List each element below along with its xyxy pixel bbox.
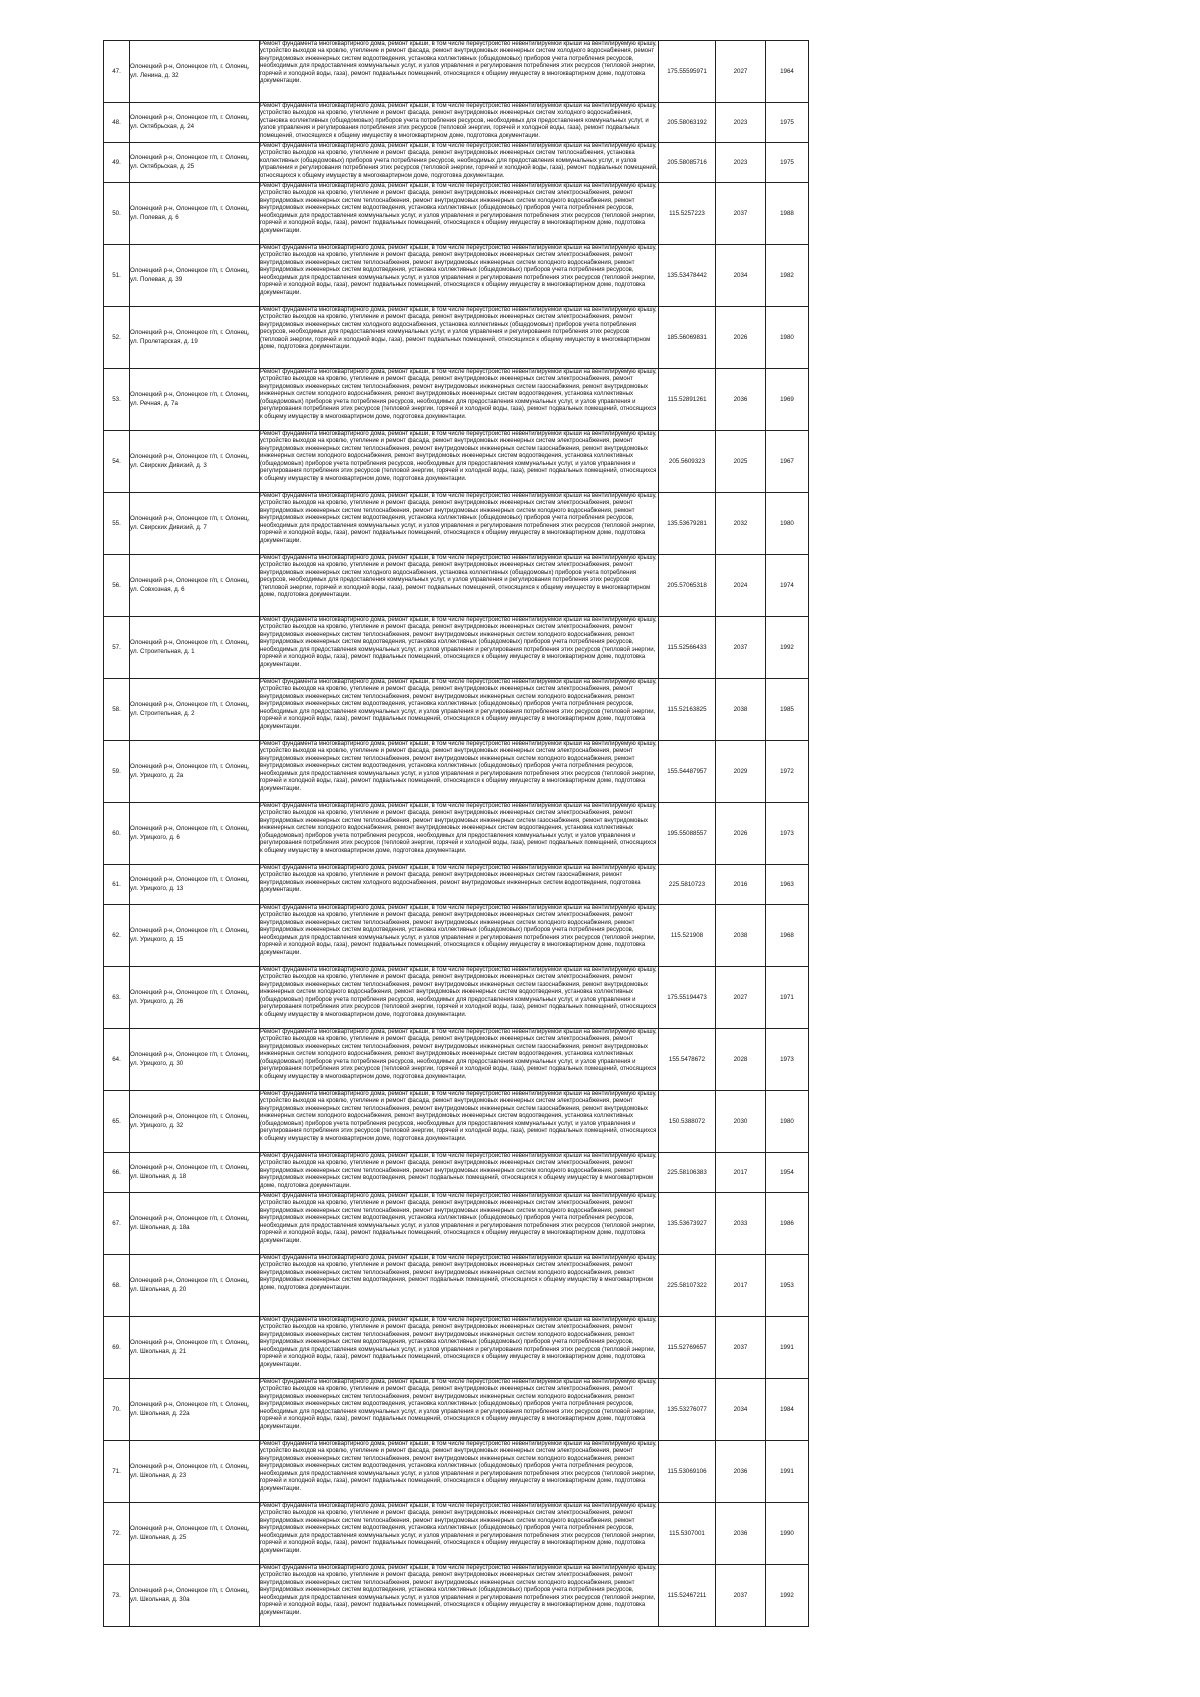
works-text: Ремонт фундамента многоквартирного дома, ремонт крыши, в том числе переустройство невентилируемой крыши на вентилируемую крышу, устройство выходов на кровлю, утепление и ремонт фасада, ремонт внутридомовых инженерных систем электроснабжения, ремонт внутридомовых инженерных систем теплоснабжения, ремонт внутридомовых инженерных систем газоснабжения, ремонт внутридомовых инженерных систем холодного водоснабжения, ремонт внутридомовых инженерных систем водоотведения, установка коллективных (общедомовых) приборов учета потребления ресурсов, необходимых для предоставления коммунальных услуг, и узлов управления и регулирования потребления этих ресурсов (тепловой энергии, горячей и холодной воды, газа), ремонт подвальных помещений, относящихся к общему имуществу в многоквартирном доме, подготовка документации.	[260, 431, 657, 482]
cost-cell: 205.58063192	[659, 103, 716, 143]
table-row	[104, 679, 809, 741]
cost-cell: 115.5257223	[659, 183, 716, 245]
construction-year-cell: 1985	[766, 679, 809, 741]
planned-year-cell: 2024	[716, 555, 766, 617]
cost-cell: 135.53276077	[659, 1379, 716, 1441]
row-number-cell: 53.	[104, 369, 130, 431]
works-description-cell	[260, 143, 659, 183]
planned-year-cell: 2023	[716, 103, 766, 143]
cost-cell: 155.54487957	[659, 741, 716, 803]
cost-cell: 115.52891261	[659, 369, 716, 431]
construction-year-cell: 1968	[766, 905, 809, 967]
planned-year-cell: 2016	[716, 865, 766, 905]
planned-year-cell: 2023	[716, 143, 766, 183]
construction-year-cell: 1986	[766, 1193, 809, 1255]
row-number-cell: 49.	[104, 143, 130, 183]
table-row	[104, 369, 809, 431]
works-text: Ремонт фундамента многоквартирного дома, ремонт крыши, в том числе переустройство невентилируемой крыши на вентилируемую крышу, устройство выходов на кровлю, утепление и ремонт фасада, ремонт внутридомовых инженерных систем электроснабжения, ремонт внутридомовых инженерных систем теплоснабжения, ремонт внутридомовых инженерных систем холодного водоснабжения, ремонт внутридомовых инженерных систем водоотведения, установка коллективных (общедомовых) приборов учета потребления ресурсов, необходимых для предоставления коммунальных услуг, и узлов управления и регулирования потребления этих ресурсов (тепловой энергии, горячей и холодной воды, газа), ремонт подвальных помещений, относящихся к общему имуществу в многоквартирном доме, подготовка документации.	[260, 741, 657, 792]
table-row	[104, 143, 809, 183]
address-cell: Олонецкий р-н, Олонецкое г/п, г. Олонец, ул. Школьная, д. 22а	[130, 1379, 260, 1441]
works-text: Ремонт фундамента многоквартирного дома, ремонт крыши, в том числе переустройство невентилируемой крыши на вентилируемую крышу, устройство выходов на кровлю, утепление и ремонт фасада, ремонт внутридомовых инженерных систем электроснабжения, ремонт внутридомовых инженерных систем теплоснабжения, ремонт внутридомовых инженерных систем газоснабжения, ремонт внутридомовых инженерных систем холодного водоснабжения, ремонт внутридомовых инженерных систем водоотведения, установка коллективных (общедомовых) приборов учета потребления ресурсов, необходимых для предоставления коммунальных услуг, и узлов управления и регулирования потребления этих ресурсов (тепловой энергии, горячей и холодной воды, газа), ремонт подвальных помещений, относящихся к общему имуществу в многоквартирном доме, подготовка документации.	[260, 1029, 657, 1080]
table-row	[104, 1153, 809, 1193]
table-row	[104, 41, 809, 103]
cost-cell: 135.53673927	[659, 1193, 716, 1255]
works-text: Ремонт фундамента многоквартирного дома, ремонт крыши, в том числе переустройство невентилируемой крыши на вентилируемую крышу, устройство выходов на кровлю, утепление и ремонт фасада, ремонт внутридомовых инженерных систем электроснабжения, ремонт внутридомовых инженерных систем теплоснабжения, ремонт внутридомовых инженерных систем холодного водоснабжения, ремонт внутридомовых инженерных систем водоотведения, установка коллективных (общедомовых) приборов учета потребления ресурсов, необходимых для предоставления коммунальных услуг, и узлов управления и регулирования потребления этих ресурсов (тепловой энергии, горячей и холодной воды, газа), ремонт подвальных помещений, относящихся к общему имуществу в многоквартирном доме, подготовка документации.	[260, 1503, 657, 1554]
planned-year-cell: 2033	[716, 1193, 766, 1255]
address-cell: Олонецкий р-н, Олонецкое г/п, г. Олонец, ул. Урицкого, д. 13	[130, 865, 260, 905]
address-cell: Олонецкий р-н, Олонецкое г/п, г. Олонец, ул. Строительная, д. 1	[130, 617, 260, 679]
row-number-cell: 60.	[104, 803, 130, 865]
construction-year-cell: 1980	[766, 1091, 809, 1153]
cost-cell: 115.52566433	[659, 617, 716, 679]
works-text: Ремонт фундамента многоквартирного дома, ремонт крыши, в том числе переустройство невентилируемой крыши на вентилируемую крышу, устройство выходов на кровлю, утепление и ремонт фасада, ремонт внутридомовых инженерных систем газоснабжения, ремонт внутридомовых инженерных систем холодного водоснабжения, ремонт внутридомовых инженерных систем водоотведения, подготовка документации.	[260, 865, 657, 894]
row-number-cell: 47.	[104, 41, 130, 103]
construction-year-cell: 1975	[766, 103, 809, 143]
address-cell: Олонецкий р-н, Олонецкое г/п, г. Олонец, ул. Урицкого, д. 2а	[130, 741, 260, 803]
works-description-cell	[260, 1255, 659, 1317]
address-cell: Олонецкий р-н, Олонецкое г/п, г. Олонец, ул. Полевая, д. 39	[130, 245, 260, 307]
works-text: Ремонт фундамента многоквартирного дома, ремонт крыши, в том числе переустройство невентилируемой крыши на вентилируемую крышу, устройство выходов на кровлю, утепление и ремонт фасада, ремонт внутридомовых инженерных систем теплоснабжения, установка коллективных (общедомовых) приборов учета потребления ресурсов, необходимых для предоставления коммунальных услуг, и узлов управления и регулирования потребления этих ресурсов (тепловой энергии, горячей и холодной воды, газа), ремонт подвальных помещений, относящихся к общему имуществу в многоквартирном доме, подготовка документации.	[260, 143, 658, 179]
row-number-cell: 58.	[104, 679, 130, 741]
works-description-cell	[260, 307, 659, 369]
repair-program-table	[103, 40, 809, 1627]
construction-year-cell: 1974	[766, 555, 809, 617]
row-number-cell: 56.	[104, 555, 130, 617]
works-description-cell	[260, 741, 659, 803]
works-text: Ремонт фундамента многоквартирного дома, ремонт крыши, в том числе переустройство невентилируемой крыши на вентилируемую крышу, устройство выходов на кровлю, утепление и ремонт фасада, ремонт внутридомовых инженерных систем электроснабжения, ремонт внутридомовых инженерных систем холодного водоснабжения, установка коллективных (общедомовых) приборов учета потребления ресурсов, необходимых для предоставления коммунальных услуг, и узлов управления и регулирования потребления этих ресурсов (тепловой энергии, горячей и холодной воды, газа), ремонт подвальных помещений, относящихся к общему имуществу в многоквартирном доме, подготовка документации.	[260, 307, 657, 351]
cost-cell: 225.58107322	[659, 1255, 716, 1317]
construction-year-cell: 1967	[766, 431, 809, 493]
row-number-cell: 72.	[104, 1503, 130, 1565]
works-text: Ремонт фундамента многоквартирного дома, ремонт крыши, в том числе переустройство невентилируемой крыши на вентилируемую крышу, устройство выходов на кровлю, утепление и ремонт фасада, ремонт внутридомовых инженерных систем электроснабжения, ремонт внутридомовых инженерных систем теплоснабжения, ремонт внутридомовых инженерных систем холодного водоснабжения, ремонт внутридомовых инженерных систем водоотведения, установка коллективных (общедомовых) приборов учета потребления ресурсов, необходимых для предоставления коммунальных услуг, и узлов управления и регулирования потребления этих ресурсов (тепловой энергии, горячей и холодной воды, газа), ремонт подвальных помещений, относящихся к общему имуществу в многоквартирном доме, подготовка документации.	[260, 1565, 657, 1616]
works-description-cell	[260, 369, 659, 431]
row-number-cell: 61.	[104, 865, 130, 905]
address-cell: Олонецкий р-н, Олонецкое г/п, г. Олонец, ул. Школьная, д. 18	[130, 1153, 260, 1193]
table-row	[104, 865, 809, 905]
works-description-cell	[260, 1029, 659, 1091]
address-cell: Олонецкий р-н, Олонецкое г/п, г. Олонец, ул. Совхозная, д. 6	[130, 555, 260, 617]
table-row	[104, 245, 809, 307]
table-body	[104, 41, 809, 1627]
cost-cell: 185.56069831	[659, 307, 716, 369]
works-description-cell	[260, 493, 659, 555]
cost-cell: 225.58106383	[659, 1153, 716, 1193]
address-cell: Олонецкий р-н, Олонецкое г/п, г. Олонец, ул. Школьная, д. 23	[130, 1441, 260, 1503]
cost-cell: 115.53069106	[659, 1441, 716, 1503]
table-row	[104, 103, 809, 143]
works-text: Ремонт фундамента многоквартирного дома, ремонт крыши, в том числе переустройство невентилируемой крыши на вентилируемую крышу, устройство выходов на кровлю, утепление и ремонт фасада, ремонт внутридомовых инженерных систем электроснабжения, ремонт внутридомовых инженерных систем теплоснабжения, ремонт внутридомовых инженерных систем холодного водоснабжения, ремонт внутридомовых инженерных систем водоотведения, ремонт подвальных помещений, относящихся к общему имуществу в многоквартирном доме, подготовка документации.	[260, 1255, 657, 1291]
construction-year-cell: 1971	[766, 967, 809, 1029]
works-description-cell	[260, 555, 659, 617]
address-cell: Олонецкий р-н, Олонецкое г/п, г. Олонец, ул. Урицкого, д. 6	[130, 803, 260, 865]
construction-year-cell: 1973	[766, 803, 809, 865]
construction-year-cell: 1992	[766, 1565, 809, 1627]
construction-year-cell: 1963	[766, 865, 809, 905]
table-row	[104, 555, 809, 617]
row-number-cell: 70.	[104, 1379, 130, 1441]
construction-year-cell: 1980	[766, 307, 809, 369]
works-description-cell	[260, 103, 659, 143]
row-number-cell: 55.	[104, 493, 130, 555]
cost-cell: 115.52163825	[659, 679, 716, 741]
cost-cell: 115.52769657	[659, 1317, 716, 1379]
planned-year-cell: 2026	[716, 307, 766, 369]
row-number-cell: 52.	[104, 307, 130, 369]
address-cell: Олонецкий р-н, Олонецкое г/п, г. Олонец, ул. Урицкого, д. 30	[130, 1029, 260, 1091]
works-description-cell	[260, 183, 659, 245]
construction-year-cell: 1982	[766, 245, 809, 307]
planned-year-cell: 2037	[716, 183, 766, 245]
construction-year-cell: 1972	[766, 741, 809, 803]
cost-cell: 135.53679281	[659, 493, 716, 555]
table-row	[104, 617, 809, 679]
works-text: Ремонт фундамента многоквартирного дома, ремонт крыши, в том числе переустройство невентилируемой крыши на вентилируемую крышу, устройство выходов на кровлю, утепление и ремонт фасада, ремонт внутридомовых инженерных систем электроснабжения, ремонт внутридомовых инженерных систем теплоснабжения, ремонт внутридомовых инженерных систем холодного водоснабжения, ремонт внутридомовых инженерных систем водоотведения, установка коллективных (общедомовых) приборов учета потребления ресурсов, необходимых для предоставления коммунальных услуг, и узлов управления и регулирования потребления этих ресурсов (тепловой энергии, горячей и холодной воды, газа), ремонт подвальных помещений, относящихся к общему имуществу в многоквартирном доме, подготовка документации.	[260, 1441, 657, 1492]
cost-cell: 115.5307001	[659, 1503, 716, 1565]
cost-cell: 115.52467211	[659, 1565, 716, 1627]
address-cell: Олонецкий р-н, Олонецкое г/п, г. Олонец, ул. Свирских Дивизий, д. 7	[130, 493, 260, 555]
table-row	[104, 1503, 809, 1565]
row-number-cell: 67.	[104, 1193, 130, 1255]
table-row	[104, 1193, 809, 1255]
construction-year-cell: 1975	[766, 143, 809, 183]
address-cell: Олонецкий р-н, Олонецкое г/п, г. Олонец, ул. Свирских Дивизий, д. 3	[130, 431, 260, 493]
row-number-cell: 71.	[104, 1441, 130, 1503]
construction-year-cell: 1991	[766, 1317, 809, 1379]
works-description-cell	[260, 1379, 659, 1441]
address-cell: Олонецкий р-н, Олонецкое г/п, г. Олонец, ул. Школьная, д. 18а	[130, 1193, 260, 1255]
works-text: Ремонт фундамента многоквартирного дома, ремонт крыши, в том числе переустройство невентилируемой крыши на вентилируемую крышу, устройство выходов на кровлю, утепление и ремонт фасада, ремонт внутридомовых инженерных систем электроснабжения, ремонт внутридомовых инженерных систем теплоснабжения, ремонт внутридомовых инженерных систем холодного водоснабжения, ремонт внутридомовых инженерных систем водоотведения, установка коллективных (общедомовых) приборов учета потребления ресурсов, необходимых для предоставления коммунальных услуг, и узлов управления и регулирования потребления этих ресурсов (тепловой энергии, горячей и холодной воды, газа), ремонт подвальных помещений, относящихся к общему имуществу в многоквартирном доме, подготовка документации.	[260, 183, 657, 234]
address-cell: Олонецкий р-н, Олонецкое г/п, г. Олонец, ул. Ленина, д. 32	[130, 41, 260, 103]
works-text: Ремонт фундамента многоквартирного дома, ремонт крыши, в том числе переустройство невентилируемой крыши на вентилируемую крышу, устройство выходов на кровлю, утепление и ремонт фасада, ремонт внутридомовых инженерных систем холодного водоснабжения, установка коллективных (общедомовых) приборов учета потребления ресурсов, необходимых для предоставления коммунальных услуг, и узлов управления и регулирования потребления этих ресурсов (тепловой энергии, горячей и холодной воды, газа), ремонт подвальных помещений, относящихся к общему имуществу в многоквартирном доме, подготовка документации.	[260, 103, 657, 139]
table-row	[104, 1255, 809, 1317]
address-cell: Олонецкий р-н, Олонецкое г/п, г. Олонец, ул. Строительная, д. 2	[130, 679, 260, 741]
table-row	[104, 183, 809, 245]
address-cell: Олонецкий р-н, Олонецкое г/п, г. Олонец, ул. Полевая, д. 6	[130, 183, 260, 245]
planned-year-cell: 2017	[716, 1153, 766, 1193]
address-cell: Олонецкий р-н, Олонецкое г/п, г. Олонец, ул. Школьная, д. 21	[130, 1317, 260, 1379]
table-row	[104, 431, 809, 493]
planned-year-cell: 2026	[716, 803, 766, 865]
row-number-cell: 64.	[104, 1029, 130, 1091]
address-cell: Олонецкий р-н, Олонецкое г/п, г. Олонец, ул. Урицкого, д. 15	[130, 905, 260, 967]
construction-year-cell: 1990	[766, 1503, 809, 1565]
address-cell: Олонецкий р-н, Олонецкое г/п, г. Олонец, ул. Школьная, д. 30а	[130, 1565, 260, 1627]
works-description-cell	[260, 1317, 659, 1379]
works-text: Ремонт фундамента многоквартирного дома, ремонт крыши, в том числе переустройство невентилируемой крыши на вентилируемую крышу, устройство выходов на кровлю, утепление и ремонт фасада, ремонт внутридомовых инженерных систем электроснабжения, ремонт внутридомовых инженерных систем теплоснабжения, ремонт внутридомовых инженерных систем холодного водоснабжения, ремонт внутридомовых инженерных систем водоотведения, установка коллективных (общедомовых) приборов учета потребления ресурсов, необходимых для предоставления коммунальных услуг, и узлов управления и регулирования потребления этих ресурсов (тепловой энергии, горячей и холодной воды, газа), ремонт подвальных помещений, относящихся к общему имуществу в многоквартирном доме, подготовка документации.	[260, 679, 657, 730]
cost-cell: 205.58085716	[659, 143, 716, 183]
works-description-cell	[260, 1091, 659, 1153]
table-row	[104, 1091, 809, 1153]
works-description-cell	[260, 431, 659, 493]
construction-year-cell: 1984	[766, 1379, 809, 1441]
works-description-cell	[260, 245, 659, 307]
table-row	[104, 1317, 809, 1379]
works-text: Ремонт фундамента многоквартирного дома, ремонт крыши, в том числе переустройство невентилируемой крыши на вентилируемую крышу, устройство выходов на кровлю, утепление и ремонт фасада, ремонт внутридомовых инженерных систем электроснабжения, ремонт внутридомовых инженерных систем теплоснабжения, ремонт внутридомовых инженерных систем холодного водоснабжения, ремонт внутридомовых инженерных систем водоотведения, установка коллективных (общедомовых) приборов учета потребления ресурсов, необходимых для предоставления коммунальных услуг, и узлов управления и регулирования потребления этих ресурсов (тепловой энергии, горячей и холодной воды, газа), ремонт подвальных помещений, относящихся к общему имуществу в многоквартирном доме, подготовка документации.	[260, 493, 657, 544]
address-cell: Олонецкий р-н, Олонецкое г/п, г. Олонец, ул. Урицкого, д. 32	[130, 1091, 260, 1153]
row-number-cell: 51.	[104, 245, 130, 307]
address-cell: Олонецкий р-н, Олонецкое г/п, г. Олонец, ул. Урицкого, д. 26	[130, 967, 260, 1029]
cost-cell: 225.5810723	[659, 865, 716, 905]
works-text: Ремонт фундамента многоквартирного дома, ремонт крыши, в том числе переустройство невентилируемой крыши на вентилируемую крышу, устройство выходов на кровлю, утепление и ремонт фасада, ремонт внутридомовых инженерных систем электроснабжения, ремонт внутридомовых инженерных систем теплоснабжения, ремонт внутридомовых инженерных систем газоснабжения, ремонт внутридомовых инженерных систем холодного водоснабжения, ремонт внутридомовых инженерных систем водоотведения, установка коллективных (общедомовых) приборов учета потребления ресурсов, необходимых для предоставления коммунальных услуг, и узлов управления и регулирования потребления этих ресурсов (тепловой энергии, горячей и холодной воды, газа), ремонт подвальных помещений, относящихся к общему имуществу в многоквартирном доме, подготовка документации.	[260, 967, 657, 1018]
table-row	[104, 905, 809, 967]
planned-year-cell: 2027	[716, 41, 766, 103]
address-cell: Олонецкий р-н, Олонецкое г/п, г. Олонец, ул. Школьная, д. 25	[130, 1503, 260, 1565]
planned-year-cell: 2034	[716, 245, 766, 307]
construction-year-cell: 1973	[766, 1029, 809, 1091]
planned-year-cell: 2036	[716, 1503, 766, 1565]
planned-year-cell: 2037	[716, 617, 766, 679]
address-cell: Олонецкий р-н, Олонецкое г/п, г. Олонец, ул. Пролетарская, д. 19	[130, 307, 260, 369]
cost-cell: 205.57065318	[659, 555, 716, 617]
works-text: Ремонт фундамента многоквартирного дома, ремонт крыши, в том числе переустройство невентилируемой крыши на вентилируемую крышу, устройство выходов на кровлю, утепление и ремонт фасада, ремонт внутридомовых инженерных систем электроснабжения, ремонт внутридомовых инженерных систем теплоснабжения, ремонт внутридомовых инженерных систем газоснабжения, ремонт внутридомовых инженерных систем холодного водоснабжения, ремонт внутридомовых инженерных систем водоотведения, установка коллективных (общедомовых) приборов учета потребления ресурсов, необходимых для предоставления коммунальных услуг, и узлов управления и регулирования потребления этих ресурсов (тепловой энергии, горячей и холодной воды, газа), ремонт подвальных помещений, относящихся к общему имуществу в многоквартирном доме, подготовка документации.	[260, 803, 657, 854]
row-number-cell: 62.	[104, 905, 130, 967]
works-description-cell	[260, 1565, 659, 1627]
cost-cell: 150.5388072	[659, 1091, 716, 1153]
works-description-cell	[260, 905, 659, 967]
works-text: Ремонт фундамента многоквартирного дома, ремонт крыши, в том числе переустройство невентилируемой крыши на вентилируемую крышу, устройство выходов на кровлю, утепление и ремонт фасада, ремонт внутридомовых инженерных систем электроснабжения, ремонт внутридомовых инженерных систем теплоснабжения, ремонт внутридомовых инженерных систем газоснабжения, ремонт внутридомовых инженерных систем холодного водоснабжения, ремонт внутридомовых инженерных систем водоотведения, установка коллективных (общедомовых) приборов учета потребления ресурсов, необходимых для предоставления коммунальных услуг, и узлов управления и регулирования потребления этих ресурсов (тепловой энергии, горячей и холодной воды, газа), ремонт подвальных помещений, относящихся к общему имуществу в многоквартирном доме, подготовка документации.	[260, 369, 657, 420]
planned-year-cell: 2038	[716, 905, 766, 967]
works-text: Ремонт фундамента многоквартирного дома, ремонт крыши, в том числе переустройство невентилируемой крыши на вентилируемую крышу, устройство выходов на кровлю, утепление и ремонт фасада, ремонт внутридомовых инженерных систем электроснабжения, ремонт внутридомовых инженерных систем теплоснабжения, ремонт внутридомовых инженерных систем холодного водоснабжения, ремонт внутридомовых инженерных систем водоотведения, установка коллективных (общедомовых) приборов учета потребления ресурсов, необходимых для предоставления коммунальных услуг, и узлов управления и регулирования потребления этих ресурсов (тепловой энергии, горячей и холодной воды, газа), ремонт подвальных помещений, относящихся к общему имуществу в многоквартирном доме, подготовка документации.	[260, 1317, 657, 1368]
table-row	[104, 741, 809, 803]
address-cell: Олонецкий р-н, Олонецкое г/п, г. Олонец, ул. Октябрьская, д. 25	[130, 143, 260, 183]
cost-cell: 175.55595971	[659, 41, 716, 103]
works-text: Ремонт фундамента многоквартирного дома, ремонт крыши, в том числе переустройство невентилируемой крыши на вентилируемую крышу, устройство выходов на кровлю, утепление и ремонт фасада, ремонт внутридомовых инженерных систем электроснабжения, ремонт внутридомовых инженерных систем теплоснабжения, ремонт внутридомовых инженерных систем холодного водоснабжения, ремонт внутридомовых инженерных систем водоотведения, установка коллективных (общедомовых) приборов учета потребления ресурсов, необходимых для предоставления коммунальных услуг, и узлов управления и регулирования потребления этих ресурсов (тепловой энергии, горячей и холодной воды, газа), ремонт подвальных помещений, относящихся к общему имуществу в многоквартирном доме, подготовка документации.	[260, 1193, 657, 1244]
table-row	[104, 803, 809, 865]
row-number-cell: 54.	[104, 431, 130, 493]
row-number-cell: 57.	[104, 617, 130, 679]
construction-year-cell: 1954	[766, 1153, 809, 1193]
cost-cell: 115.521908	[659, 905, 716, 967]
construction-year-cell: 1992	[766, 617, 809, 679]
planned-year-cell: 2025	[716, 431, 766, 493]
planned-year-cell: 2037	[716, 1565, 766, 1627]
works-text: Ремонт фундамента многоквартирного дома, ремонт крыши, в том числе переустройство невентилируемой крыши на вентилируемую крышу, устройство выходов на кровлю, утепление и ремонт фасада, ремонт внутридомовых инженерных систем электроснабжения, ремонт внутридомовых инженерных систем теплоснабжения, ремонт внутридомовых инженерных систем холодного водоснабжения, ремонт внутридомовых инженерных систем водоотведения, установка коллективных (общедомовых) приборов учета потребления ресурсов, необходимых для предоставления коммунальных услуг, и узлов управления и регулирования потребления этих ресурсов (тепловой энергии, горячей и холодной воды, газа), ремонт подвальных помещений, относящихся к общему имуществу в многоквартирном доме, подготовка документации.	[260, 905, 657, 956]
table-row	[104, 1029, 809, 1091]
planned-year-cell: 2029	[716, 741, 766, 803]
planned-year-cell: 2034	[716, 1379, 766, 1441]
works-description-cell	[260, 865, 659, 905]
works-description-cell	[260, 1441, 659, 1503]
construction-year-cell: 1953	[766, 1255, 809, 1317]
cost-cell: 195.55088557	[659, 803, 716, 865]
planned-year-cell: 2036	[716, 369, 766, 431]
cost-cell: 135.53478442	[659, 245, 716, 307]
table-row	[104, 1379, 809, 1441]
planned-year-cell: 2036	[716, 1441, 766, 1503]
planned-year-cell: 2017	[716, 1255, 766, 1317]
construction-year-cell: 1969	[766, 369, 809, 431]
cost-cell: 155.5478672	[659, 1029, 716, 1091]
table-row	[104, 307, 809, 369]
works-description-cell	[260, 41, 659, 103]
table-row	[104, 1565, 809, 1627]
cost-cell: 175.55194473	[659, 967, 716, 1029]
works-text: Ремонт фундамента многоквартирного дома, ремонт крыши, в том числе переустройство невентилируемой крыши на вентилируемую крышу, устройство выходов на кровлю, утепление и ремонт фасада, ремонт внутридомовых инженерных систем электроснабжения, ремонт внутридомовых инженерных систем теплоснабжения, ремонт внутридомовых инженерных систем холодного водоснабжения, ремонт внутридомовых инженерных систем водоотведения, установка коллективных (общедомовых) приборов учета потребления ресурсов, необходимых для предоставления коммунальных услуг, и узлов управления и регулирования потребления этих ресурсов (тепловой энергии, горячей и холодной воды, газа), ремонт подвальных помещений, относящихся к общему имуществу в многоквартирном доме, подготовка документации.	[260, 245, 657, 296]
construction-year-cell: 1980	[766, 493, 809, 555]
works-text: Ремонт фундамента многоквартирного дома, ремонт крыши, в том числе переустройство невентилируемой крыши на вентилируемую крышу, устройство выходов на кровлю, утепление и ремонт фасада, ремонт внутридомовых инженерных систем холодного водоснабжения, ремонт внутридомовых инженерных систем водоотведения, установка коллективных (общедомовых) приборов учета потребления ресурсов, необходимых для предоставления коммунальных услуг, и узлов управления и регулирования потребления этих ресурсов (тепловой энергии, горячей и холодной воды, газа), ремонт подвальных помещений, относящихся к общему имуществу в многоквартирном доме, подготовка документации.	[260, 41, 657, 85]
table-row	[104, 1441, 809, 1503]
works-description-cell	[260, 803, 659, 865]
works-description-cell	[260, 1153, 659, 1193]
row-number-cell: 65.	[104, 1091, 130, 1153]
works-description-cell	[260, 1503, 659, 1565]
works-description-cell	[260, 967, 659, 1029]
row-number-cell: 63.	[104, 967, 130, 1029]
planned-year-cell: 2030	[716, 1091, 766, 1153]
works-text: Ремонт фундамента многоквартирного дома, ремонт крыши, в том числе переустройство невентилируемой крыши на вентилируемую крышу, устройство выходов на кровлю, утепление и ремонт фасада, ремонт внутридомовых инженерных систем электроснабжения, ремонт внутридомовых инженерных систем теплоснабжения, ремонт внутридомовых инженерных систем холодного водоснабжения, ремонт внутридомовых инженерных систем водоотведения, установка коллективных (общедомовых) приборов учета потребления ресурсов, необходимых для предоставления коммунальных услуг, и узлов управления и регулирования потребления этих ресурсов (тепловой энергии, горячей и холодной воды, газа), ремонт подвальных помещений, относящихся к общему имуществу в многоквартирном доме, подготовка документации.	[260, 1379, 657, 1430]
table-row	[104, 493, 809, 555]
construction-year-cell: 1964	[766, 41, 809, 103]
works-text: Ремонт фундамента многоквартирного дома, ремонт крыши, в том числе переустройство невентилируемой крыши на вентилируемую крышу, устройство выходов на кровлю, утепление и ремонт фасада, ремонт внутридомовых инженерных систем электроснабжения, ремонт внутридомовых инженерных систем теплоснабжения, ремонт внутридомовых инженерных систем холодного водоснабжения, ремонт внутридомовых инженерных систем водоотведения, ремонт подвальных помещений, относящихся к общему имуществу в многоквартирном доме, подготовка документации.	[260, 1153, 657, 1189]
cost-cell: 205.5609323	[659, 431, 716, 493]
row-number-cell: 68.	[104, 1255, 130, 1317]
construction-year-cell: 1991	[766, 1441, 809, 1503]
row-number-cell: 66.	[104, 1153, 130, 1193]
row-number-cell: 50.	[104, 183, 130, 245]
construction-year-cell: 1988	[766, 183, 809, 245]
works-text: Ремонт фундамента многоквартирного дома, ремонт крыши, в том числе переустройство невентилируемой крыши на вентилируемую крышу, устройство выходов на кровлю, утепление и ремонт фасада, ремонт внутридомовых инженерных систем электроснабжения, ремонт внутридомовых инженерных систем теплоснабжения, ремонт внутридомовых инженерных систем газоснабжения, ремонт внутридомовых инженерных систем холодного водоснабжения, ремонт внутридомовых инженерных систем водоотведения, установка коллективных (общедомовых) приборов учета потребления ресурсов, необходимых для предоставления коммунальных услуг, и узлов управления и регулирования потребления этих ресурсов (тепловой энергии, горячей и холодной воды, газа), ремонт подвальных помещений, относящихся к общему имуществу в многоквартирном доме, подготовка документации.	[260, 1091, 657, 1142]
planned-year-cell: 2028	[716, 1029, 766, 1091]
works-description-cell	[260, 1193, 659, 1255]
row-number-cell: 59.	[104, 741, 130, 803]
planned-year-cell: 2027	[716, 967, 766, 1029]
works-description-cell	[260, 679, 659, 741]
address-cell: Олонецкий р-н, Олонецкое г/п, г. Олонец, ул. Речная, д. 7а	[130, 369, 260, 431]
works-text: Ремонт фундамента многоквартирного дома, ремонт крыши, в том числе переустройство невентилируемой крыши на вентилируемую крышу, устройство выходов на кровлю, утепление и ремонт фасада, ремонт внутридомовых инженерных систем электроснабжения, ремонт внутридомовых инженерных систем холодного водоснабжения, установка коллективных (общедомовых) приборов учета потребления ресурсов, необходимых для предоставления коммунальных услуг, и узлов управления и регулирования потребления этих ресурсов (тепловой энергии, горячей и холодной воды, газа), ремонт подвальных помещений, относящихся к общему имуществу в многоквартирном доме, подготовка документации.	[260, 555, 657, 599]
planned-year-cell: 2038	[716, 679, 766, 741]
planned-year-cell: 2037	[716, 1317, 766, 1379]
address-cell: Олонецкий р-н, Олонецкое г/п, г. Олонец, ул. Школьная, д. 20	[130, 1255, 260, 1317]
table-row	[104, 967, 809, 1029]
address-cell: Олонецкий р-н, Олонецкое г/п, г. Олонец, ул. Октябрьская, д. 24	[130, 103, 260, 143]
planned-year-cell: 2032	[716, 493, 766, 555]
works-description-cell	[260, 617, 659, 679]
row-number-cell: 48.	[104, 103, 130, 143]
works-text: Ремонт фундамента многоквартирного дома, ремонт крыши, в том числе переустройство невентилируемой крыши на вентилируемую крышу, устройство выходов на кровлю, утепление и ремонт фасада, ремонт внутридомовых инженерных систем электроснабжения, ремонт внутридомовых инженерных систем теплоснабжения, ремонт внутридомовых инженерных систем холодного водоснабжения, ремонт внутридомовых инженерных систем водоотведения, установка коллективных (общедомовых) приборов учета потребления ресурсов, необходимых для предоставления коммунальных услуг, и узлов управления и регулирования потребления этих ресурсов (тепловой энергии, горячей и холодной воды, газа), ремонт подвальных помещений, относящихся к общему имуществу в многоквартирном доме, подготовка документации.	[260, 617, 657, 668]
row-number-cell: 69.	[104, 1317, 130, 1379]
row-number-cell: 73.	[104, 1565, 130, 1627]
